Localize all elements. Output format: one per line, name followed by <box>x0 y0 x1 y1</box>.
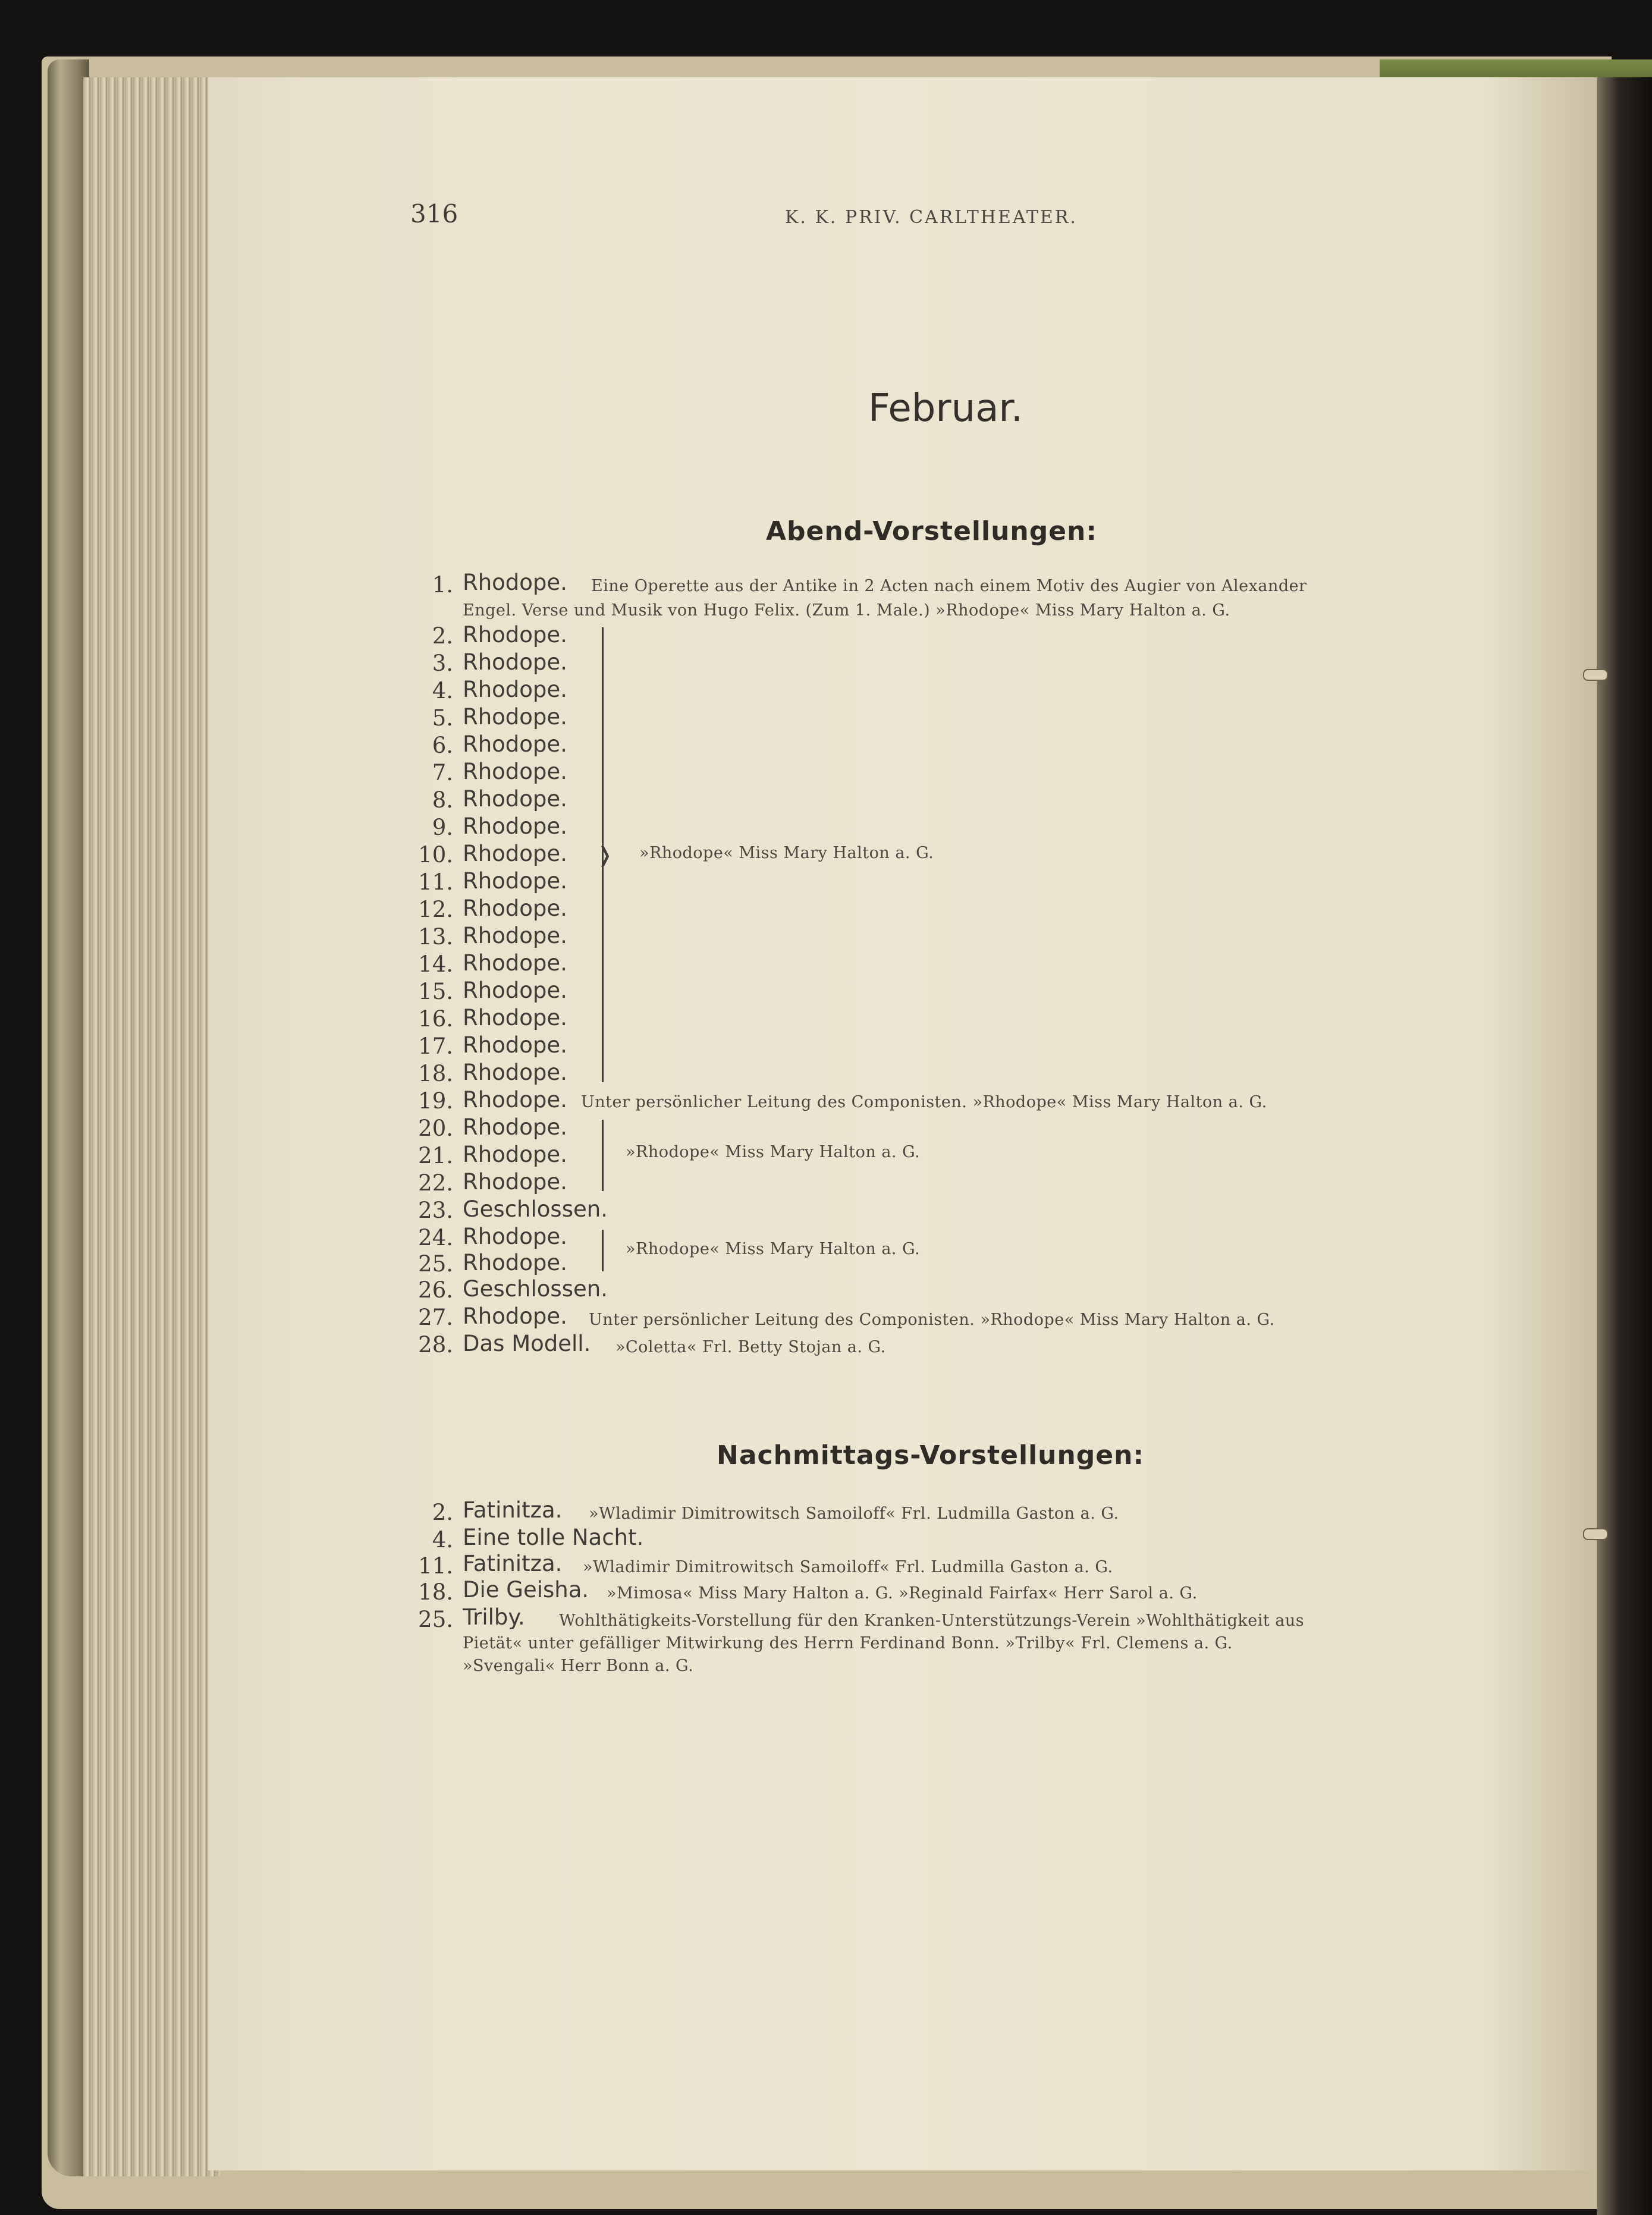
day-number: 22. <box>418 1170 453 1196</box>
brace-note: »Rhodope« Miss Mary Halton a. G. <box>626 1240 921 1258</box>
play-title: Rhodope. <box>463 1224 567 1249</box>
day-number: 23. <box>418 1198 453 1223</box>
day-number: 20. <box>418 1116 453 1141</box>
binding-stitch <box>1583 669 1608 681</box>
entry-note: »Wladimir Dimitrowitsch Samoiloff« Frl. Ludmilla Gaston a. G. <box>589 1504 1119 1523</box>
day-number: 26. <box>418 1277 453 1303</box>
book-gutter <box>1597 77 1652 2215</box>
section-heading-afternoon: Nachmittags-Vorstellungen: <box>717 1440 1145 1471</box>
play-title: Eine tolle Nacht. <box>463 1525 644 1550</box>
play-title: Rhodope. <box>463 759 567 784</box>
day-number: 18. <box>418 1579 453 1605</box>
section-heading-evening: Abend-Vorstellungen: <box>766 516 1097 546</box>
play-title: Rhodope. <box>463 950 567 976</box>
play-title: Rhodope. <box>463 570 567 595</box>
day-number: 15. <box>418 979 453 1004</box>
day-number: 17. <box>418 1033 453 1059</box>
day-number: 12. <box>418 897 453 922</box>
page-stack <box>83 77 220 2176</box>
day-number: 28. <box>418 1332 453 1358</box>
day-number: 7. <box>432 760 453 786</box>
play-title: Rhodope. <box>463 1087 567 1113</box>
brace-tip: ❭ <box>596 843 614 867</box>
running-title: K. K. PRIV. CARLTHEATER. <box>785 207 1078 228</box>
play-title: Rhodope. <box>463 896 567 921</box>
day-number: 24. <box>418 1225 453 1251</box>
play-title: Rhodope. <box>463 731 567 757</box>
play-title: Fatinitza. <box>463 1551 563 1576</box>
play-title: Rhodope. <box>463 677 567 702</box>
play-title: Rhodope. <box>463 1169 567 1195</box>
entry-note: »Wladimir Dimitrowitsch Samoiloff« Frl. Ludmilla Gaston a. G. <box>583 1558 1113 1576</box>
day-number: 2. <box>432 623 453 649</box>
day-number: 27. <box>418 1305 453 1330</box>
day-number: 21. <box>418 1143 453 1168</box>
play-title: Rhodope. <box>463 786 567 812</box>
entry-note: Unter persönlicher Leitung des Componisten. »Rhodope« Miss Mary Halton a. G. <box>581 1093 1267 1111</box>
play-title: Rhodope. <box>463 704 567 730</box>
entry-note: »Coletta« Frl. Betty Stojan a. G. <box>615 1338 886 1356</box>
day-number: 6. <box>432 733 453 758</box>
play-title: Geschlossen. <box>463 1196 608 1222</box>
page-title: Februar. <box>868 387 1023 431</box>
play-title: Die Geisha. <box>463 1577 589 1603</box>
play-title: Rhodope. <box>463 649 567 675</box>
entry-note: Engel. Verse und Musik von Hugo Felix. (Zum 1. Male.) »Rhodope« Miss Mary Halton a. G. <box>463 601 1230 620</box>
day-number: 16. <box>418 1006 453 1032</box>
day-number: 4. <box>432 1527 453 1553</box>
day-number: 8. <box>432 787 453 813</box>
day-number: 18. <box>418 1061 453 1086</box>
entry-note: Wohlthätigkeits-Vorstellung für den Kranken-Unterstützungs-Verein »Wohlthätigkeit aus <box>559 1611 1305 1630</box>
day-number: 10. <box>418 842 453 868</box>
brace-note: »Rhodope« Miss Mary Halton a. G. <box>626 1143 921 1161</box>
day-number: 9. <box>432 815 453 840</box>
day-number: 3. <box>432 651 453 676</box>
play-title: Fatinitza. <box>463 1497 563 1523</box>
day-number: 11. <box>418 869 453 895</box>
play-title: Rhodope. <box>463 1032 567 1058</box>
play-title: Rhodope. <box>463 841 567 866</box>
entry-note: »Mimosa« Miss Mary Halton a. G. »Reginald Fairfax« Herr Sarol a. G. <box>607 1584 1198 1603</box>
day-number: 13. <box>418 924 453 950</box>
play-title: Rhodope. <box>463 978 567 1003</box>
play-title: Rhodope. <box>463 1005 567 1030</box>
play-title: Rhodope. <box>463 622 567 648</box>
play-title: Rhodope. <box>463 1303 567 1329</box>
entry-note: Unter persönlicher Leitung des Componisten. »Rhodope« Miss Mary Halton a. G. <box>589 1311 1275 1329</box>
play-title: Rhodope. <box>463 1142 567 1167</box>
play-title: Rhodope. <box>463 1060 567 1085</box>
day-number: 14. <box>418 951 453 977</box>
play-title: Rhodope. <box>463 813 567 839</box>
grouping-brace <box>589 1230 604 1271</box>
page-number: 316 <box>410 199 458 228</box>
day-number: 1. <box>432 572 453 598</box>
play-title: Rhodope. <box>463 1250 567 1275</box>
entry-note: Eine Operette aus der Antike in 2 Acten nach einem Motiv des Augier von Alexander <box>591 577 1307 595</box>
day-number: 19. <box>418 1088 453 1114</box>
play-title: Rhodope. <box>463 923 567 948</box>
play-title: Das Modell. <box>463 1331 591 1356</box>
play-title: Trilby. <box>463 1604 525 1630</box>
entry-note: »Svengali« Herr Bonn a. G. <box>463 1657 694 1675</box>
play-title: Rhodope. <box>463 1114 567 1140</box>
day-number: 2. <box>432 1500 453 1525</box>
day-number: 25. <box>418 1607 453 1632</box>
binding-stitch <box>1583 1528 1608 1540</box>
day-number: 5. <box>432 705 453 731</box>
day-number: 4. <box>432 678 453 703</box>
brace-note: »Rhodope« Miss Mary Halton a. G. <box>639 844 934 862</box>
play-title: Geschlossen. <box>463 1276 608 1302</box>
day-number: 25. <box>418 1251 453 1277</box>
entry-note: Pietät« unter gefälliger Mitwirkung des Herrn Ferdinand Bonn. »Trilby« Frl. Clemens a. G. <box>463 1634 1233 1652</box>
play-title: Rhodope. <box>463 868 567 894</box>
day-number: 11. <box>418 1553 453 1579</box>
grouping-brace <box>589 1120 604 1191</box>
